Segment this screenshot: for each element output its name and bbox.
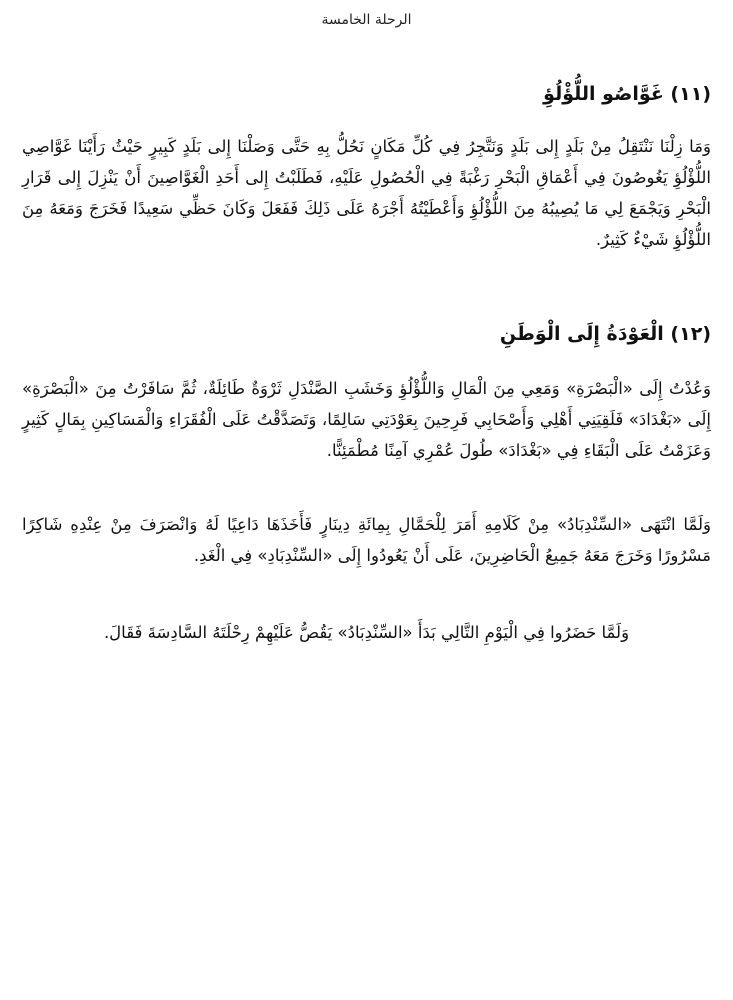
section-heading-return-home: (١٢) الْعَوْدَةُ إِلَى الْوَطَنِ: [499, 322, 711, 345]
paragraph-next-day: وَلَمَّا حَضَرُوا فِي الْيَوْمِ التَّالِي بَدَأَ «السِّنْدِبَادُ» يَقُصُّ عَلَيْهِمْ رِحْلَتَهُ السَّادِسَةَ فَقَالَ.: [103, 622, 630, 642]
paragraph-pearl-divers: وَمَا زِلْنَا نَنْتَقِلُ مِنْ بَلَدٍ إِلى بَلَدٍ وَنَتَّجِرُ فِي كُلِّ مَكَانٍ نَحُلُّ بِهِ حَتَّى وَصَلْنَا إِلى بَلَدٍ كَبِيرٍ حَيْثُ رَأَيْنَا غَوَّاصِي اللُّؤْلُؤِ يَغُوصُونَ فِي أَعْمَاقِ الْبَحْرِ رَغْبَةً فِي الْحُصُولِ عَلَيْهِ، فَطَلَبْتُ إِلى أَحَدِ الْغَوَّاصِينَ أَنْ يَنْزِلَ إِلى قَرَارِ الْبَحْرِ وَيَجْمَعَ لِي مَا يُصِيبُهُ مِنَ اللُّؤْلُؤِ وَأَعْطَيْتُهُ أَجْرَهُ عَلَى ذَلِكَ فَفَعَلَ وَكَانَ حَظِّي سَعِيدًا فَخَرَجَ وَمَعَهُ مِنَ اللُّؤْلُؤِ شَيْءٌ كَثِيرٌ.: [22, 136, 711, 249]
paragraph-sindbad-finishes: وَلَمَّا انْتَهَى «السِّنْدِبَادُ» مِنْ كَلَامِهِ أَمَرَ لِلْحَمَّالِ بِمِائَةِ دِينَارٍ فَأَخَذَهَا دَاعِيًا لَهُ وَانْصَرَفَ مِنْ عِنْدِهِ شَاكِرًا مَسْرُورًا وَخَرَجَ مَعَهُ جَمِيعُ الْحَاضِرِينَ، عَلَى أَنْ يَعُودُوا إِلَى «السِّنْدِبَادِ» فِي الْغَدِ.: [22, 514, 711, 565]
running-header: الرحلة الخامسة: [321, 12, 412, 28]
paragraph-return-basra: وَعُدْتُ إِلَى «الْبَصْرَةِ» وَمَعِي مِنَ الْمَالِ وَاللُّؤْلُؤِ وَخَشَبِ الصَّنْدَلِ ثَرْوَةٌ طَائِلَةٌ، ثُمَّ سَافَرْتُ مِنَ «الْبَصْرَةِ» إِلَى «بَغْدَادَ» فَلَقِيَنِي أَهْلِي وَأَصْحَابِي فَرِحِينَ بِعَوْدَتِي سَالِمًا، وَتَصَدَّقْتُ عَلَى الْفُقَرَاءِ وَالْمَسَاكِينِ بِمَالٍ كَثِيرٍ وَعَزَمْتُ عَلَى الْبَقَاءِ فِي «بَغْدَادَ» طُولَ عُمْرِي آمِنًا مُطْمَئِنًّا.: [22, 378, 711, 460]
section-heading-pearl-divers: (١١) غَوَّاصُو اللُّؤْلُؤِ: [543, 82, 711, 105]
